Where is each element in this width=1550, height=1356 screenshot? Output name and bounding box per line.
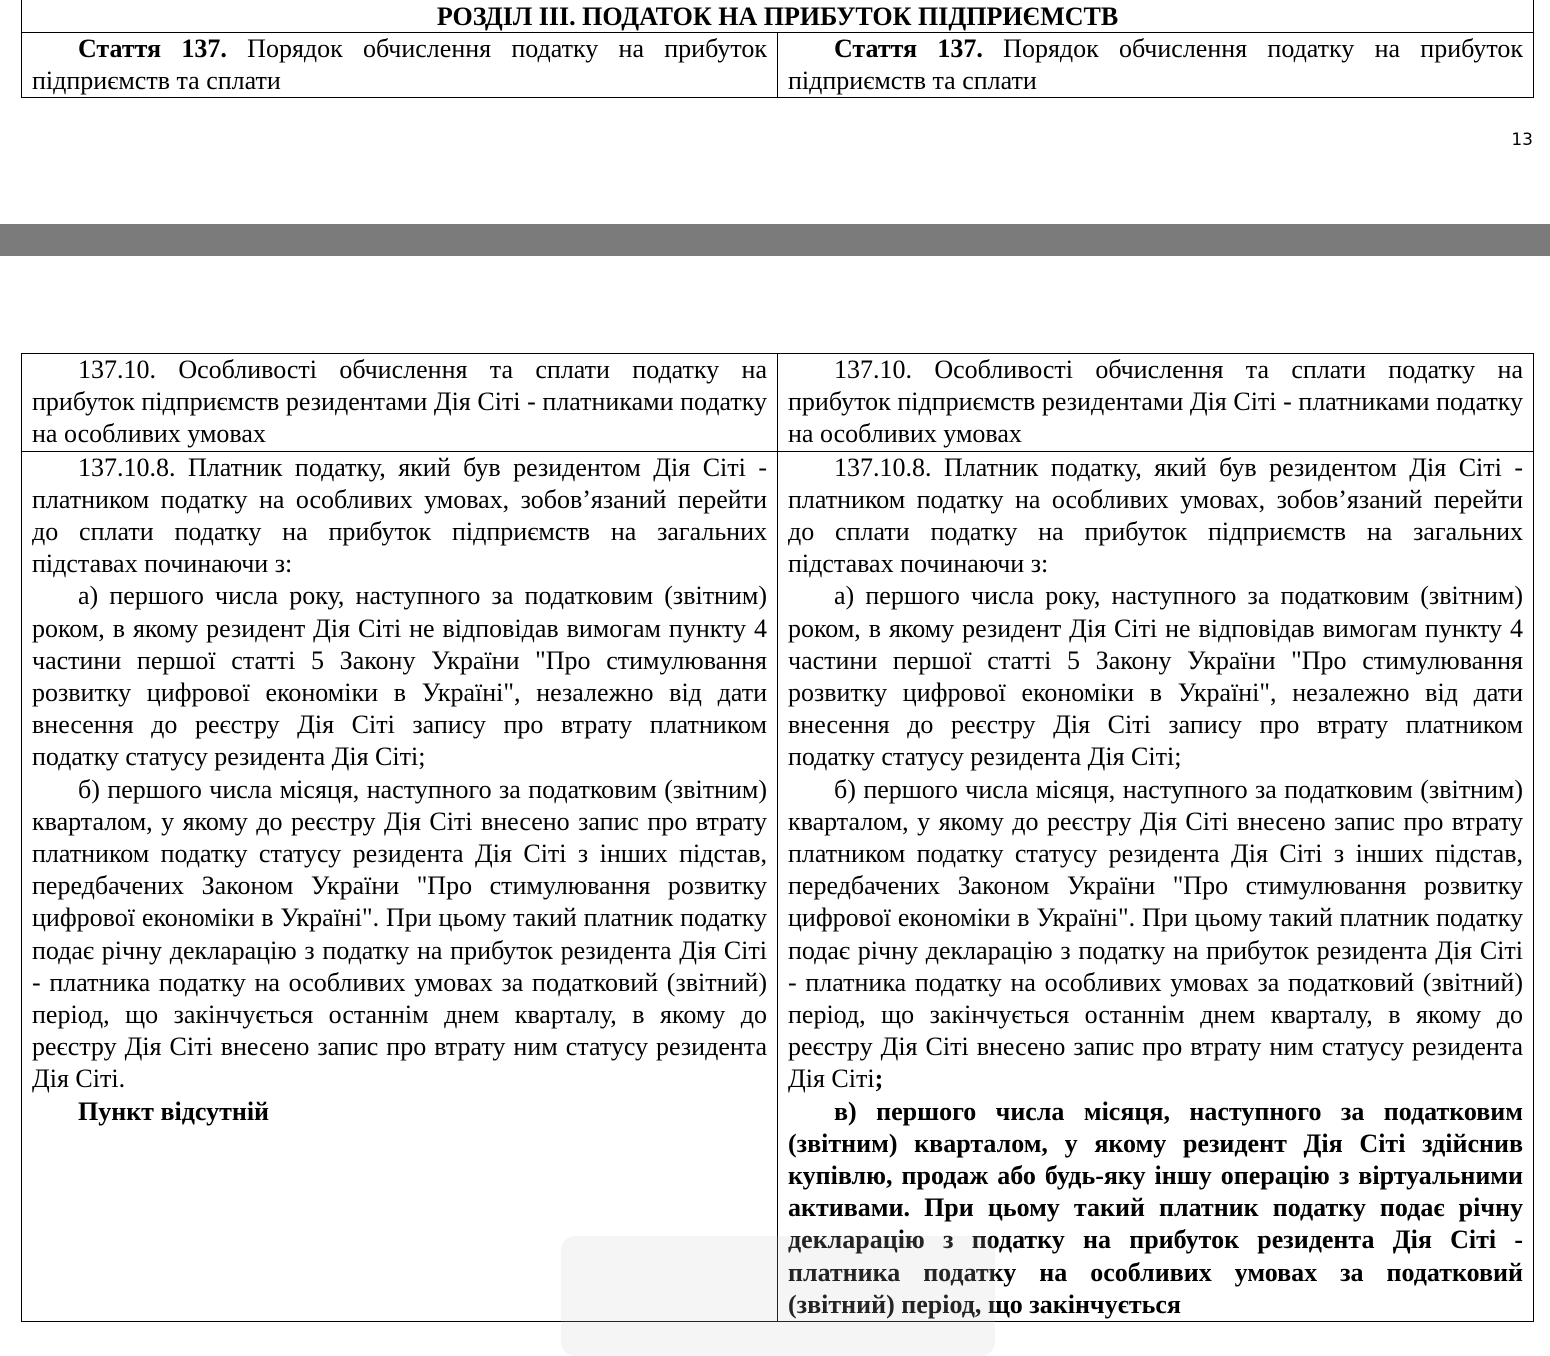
floating-toolbar-overlay bbox=[561, 1236, 995, 1356]
subsection-right-text: 137.10. Особливості обчислення та сплати податку на прибуток підприємств резидентами Дія Сіті - платниками податку на особливих умовах bbox=[788, 355, 1523, 449]
clause-right-item-b-wrap bbox=[788, 774, 1523, 1096]
article-header-table bbox=[21, 0, 1534, 98]
subsection-right-cell bbox=[778, 354, 1534, 452]
subsection-left-text: 137.10. Особливості обчислення та сплати податку на прибуток підприємств резидентами Дія Сіті - платниками податку на особливих умовах bbox=[32, 355, 767, 449]
clause-left-cell bbox=[22, 451, 778, 1321]
article-left-cell bbox=[22, 33, 778, 98]
page-number: 13 bbox=[1511, 130, 1533, 150]
clause-right-item-b-suffix: ; bbox=[874, 1064, 884, 1094]
section-title: РОЗДІЛ ІІІ. ПОДАТОК НА ПРИБУТОК ПІДПРИЄМСТВ bbox=[22, 0, 1534, 33]
clause-left-item-a: а) першого числа року, наступного за податковим (звітним) роком, в якому резидент Дія Сіті не відповідав вимогам пункту 4 частини першої статті 5 Закону України "Про стимулювання розвитку цифрової економіки в Україні", незалежно від дати внесення до реєстру Дія Сіті запису про втрату платником податку статусу резидента Дія Сіті; bbox=[32, 581, 767, 772]
clause-right-cell bbox=[778, 451, 1534, 1321]
subsection-left-cell bbox=[22, 354, 778, 452]
clause-right-item-v: в) першого числа місяця, наступного за податковим (звітним) кварталом, у якому резидент Дія Сіті здійснив купівлю, продаж або будь-яку іншу операцію з віртуальними активами. При цьому такий платник податку подає річну декларацію з податку на прибуток резидента Дія Сіті - платника податку на особливих умовах за податковий (звітний) період, що закінчується bbox=[788, 1096, 1523, 1319]
article-left-heading bbox=[32, 33, 767, 97]
article-left-title: Порядок обчислення податку на прибуток підприємств та сплати bbox=[32, 34, 767, 96]
clause-left-item-b: б) першого числа місяця, наступного за податковим (звітним) кварталом, у якому до реєстру Дія Сіті внесено запис про втрату платником податку статусу резидента Дія Сіті з інших підстав, передбачених Законом України "Про стимулювання розвитку цифрової економіки в Україні". При цьому такий платник податку подає річну декларацію з податку на прибуток резидента Дія Сіті - платника податку на особливих умовах за податковий (звітний) період, що закінчується останнім днем кварталу, в якому до реєстру Дія Сіті внесено запис про втрату ним статусу резидента Дія Сіті. bbox=[32, 774, 767, 1094]
clause-right-item-b: б) першого числа місяця, наступного за податковим (звітним) кварталом, у якому до реєстру Дія Сіті внесено запис про втрату платником податку статусу резидента Дія Сіті з інших підстав, передбачених Законом України "Про стимулювання розвитку цифрової економіки в Україні". При цьому такий платник податку подає річну декларацію з податку на прибуток резидента Дія Сіті - платника податку на особливих умовах за податковий (звітний) період, що закінчується останнім днем кварталу, в якому до реєстру Дія Сіті внесено запис про втрату ним статусу резидента Дія Сіті bbox=[788, 774, 1523, 1094]
article-right-cell bbox=[778, 33, 1534, 98]
clause-right-intro: 137.10.8. Платник податку, який був резидентом Дія Сіті - платником податку на особливих умовах, зобов’язаний перейти до сплати податку на прибуток підприємств на загальних підставах починаючи з: bbox=[788, 452, 1523, 579]
article-right-number: Стаття 137. bbox=[834, 34, 983, 63]
clause-right-item-a: а) першого числа року, наступного за податковим (звітним) роком, в якому резидент Дія Сіті не відповідав вимогам пункту 4 частини першої статті 5 Закону України "Про стимулювання розвитку цифрової економіки в Україні", незалежно від дати внесення до реєстру Дія Сіті запису про втрату платником податку статусу резидента Дія Сіті; bbox=[788, 581, 1523, 772]
article-left-number: Стаття 137. bbox=[78, 34, 227, 63]
article-right-heading bbox=[788, 33, 1523, 97]
clause-left-missing-note: Пункт відсутній bbox=[78, 1096, 270, 1126]
comparison-table bbox=[21, 353, 1534, 1322]
article-right-title: Порядок обчислення податку на прибуток підприємств та сплати bbox=[788, 34, 1524, 96]
clause-left-intro: 137.10.8. Платник податку, який був резидентом Дія Сіті - платником податку на особливих умовах, зобов’язаний перейти до сплати податку на прибуток підприємств на загальних підставах починаючи з: bbox=[32, 452, 767, 579]
clause-right-content bbox=[788, 452, 1523, 1321]
page-separator bbox=[0, 224, 1550, 256]
